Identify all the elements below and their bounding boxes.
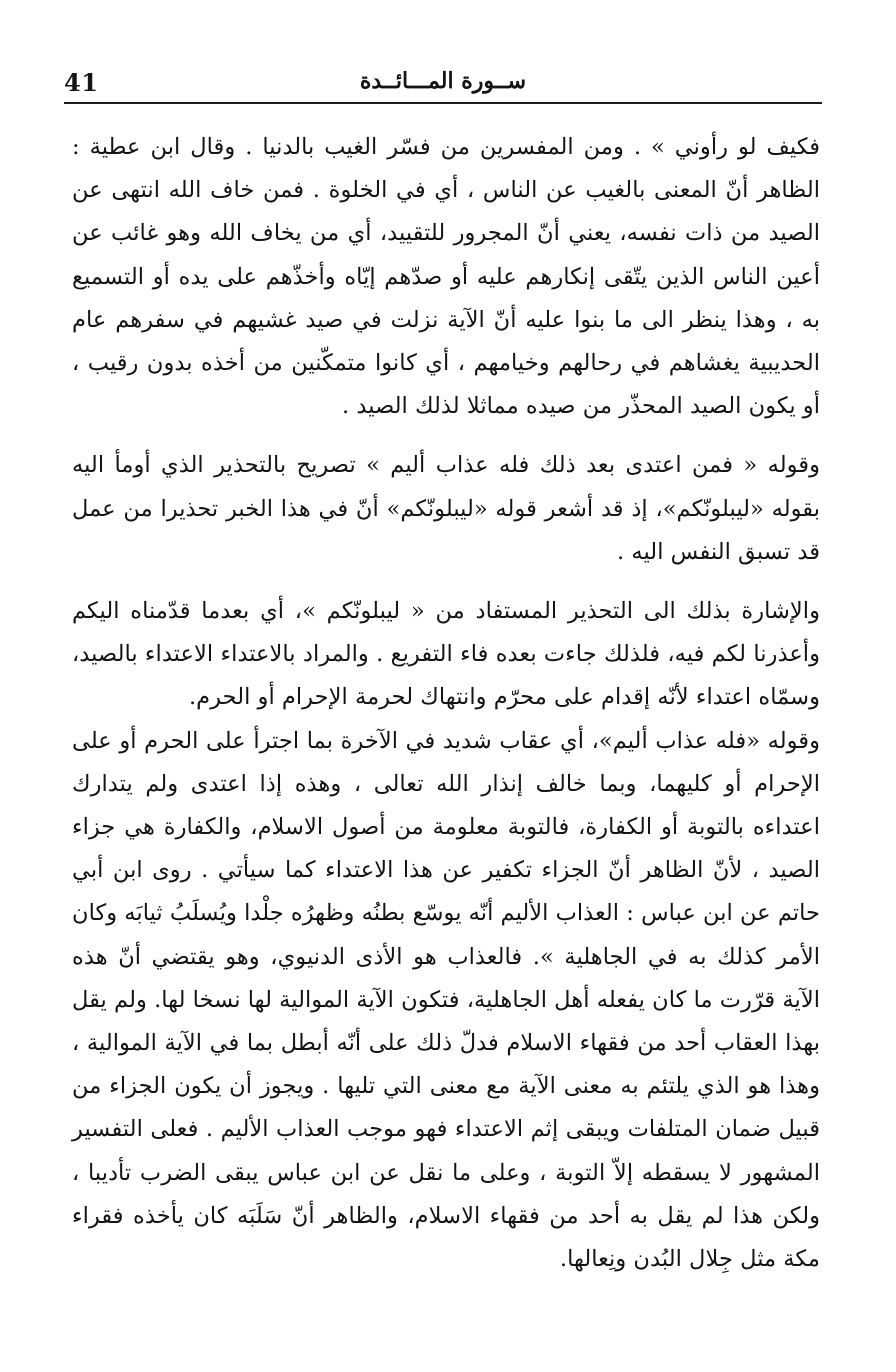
page-header xyxy=(64,62,822,104)
page-number: 41 xyxy=(64,68,99,97)
paragraph: والإشارة بذلك الى التحذير المستفاد من « ليبلونّكم »، أي بعدما قدّمناه اليكم وأعذرنا لكم فيه، فلذلك جاءت بعده فاء التفريع . والمراد بالاعتداء الاعتداء بالصيد، وسمّاه اعتداء لأنّه إقدام على محرّم وانتهاك لحرمة الإحرام أو الحرم. xyxy=(72,598,820,711)
paragraph: وقوله « فمن اعتدى بعد ذلك فله عذاب أليم » تصريح بالتحذير الذي أومأ اليه بقوله «ليبلونّكم»، إذ قد أشعر قوله «ليبلونّكم» أنّ في هذا الخبر تحذيرا من عمل قد تسبق النفس اليه . xyxy=(72,452,820,565)
paragraph: وقوله «فله عذاب أليم»، أي عقاب شديد في الآخرة بما اجترأ على الحرم أو على الإحرام أو كليهما، وبما خالف إنذار الله تعالى ، وهذه إذا اعتدى ولم يتدارك اعتداءه بالتوبة أو الكفارة، فالتوبة معلومة من أصول الاسلام، والكفارة هي جزاء الصيد ، لأنّ الظاهر أنّ الجزاء تكفير عن هذا الاعتداء كما سيأتي . روى ابن أبي حاتم عن ابن عباس : العذاب الأليم أنّه يوسّع بطنُه وظهرُه جلْدا ويُسلَبُ ثيابَه وكان الأمر كذلك به في الجاهلية ». فالعذاب هو الأذى الدنيوي، وهو يقتضي أنّ هذه الآية قرّرت ما كان يفعله أهل الجاهلية، فتكون الآية الموالية لها نسخا لها. ولم يقل بهذا العقاب أحد من فقهاء الاسلام فدلّ ذلك على أنّه أبطل بما في الآية الموالية ، وهذا هو الذي يلتئم به معنى الآية مع معنى التي تليها . ويجوز أن يكون الجزاء من قبيل ضمان المتلفات ويبقى إثم الاعتداء فهو موجب العذاب الأليم . فعلى التفسير المشهور لا يسقطه إلاّ التوبة ، وعلى ما نقل عن ابن عباس يبقى الضرب تأديبا ، ولكن هذا لم يقل به أحد من فقهاء الاسلام، والظاهر أنّ سَلَبَه كان يأخذه فقراء مكة مثل جِلال البُدن ونِعالها. xyxy=(71,727,820,1273)
page-body xyxy=(72,126,820,1281)
paragraph: فكيف لو رأوني » . ومن المفسرين من فسّر الغيب بالدنيا . وقال ابن عطية : الظاهر أنّ المعنى بالغيب عن الناس ، أي في الخلوة . فمن خاف الله انتهى عن الصيد من ذات نفسه، يعني أنّ المجرور للتقييد، أي من يخاف الله وهو غائب عن أعين الناس الذين يتّقى إنكارهم عليه أو صدّهم إيّاه وأخذّهم على يده أو التسميع به ، وهذا ينظر الى ما بنوا عليه أنّ الآية نزلت في صيد غشيهم في سفرهم عام الحديبية يغشاهم في رحالهم وخيامهم ، أي كانوا متمكّنين من أخذه بدون رقيب ، أو يكون الصيد المحذّر من صيده مماثلا لذلك الصيد . xyxy=(72,134,820,420)
surah-title: ســورة المـــائــدة xyxy=(359,68,527,94)
